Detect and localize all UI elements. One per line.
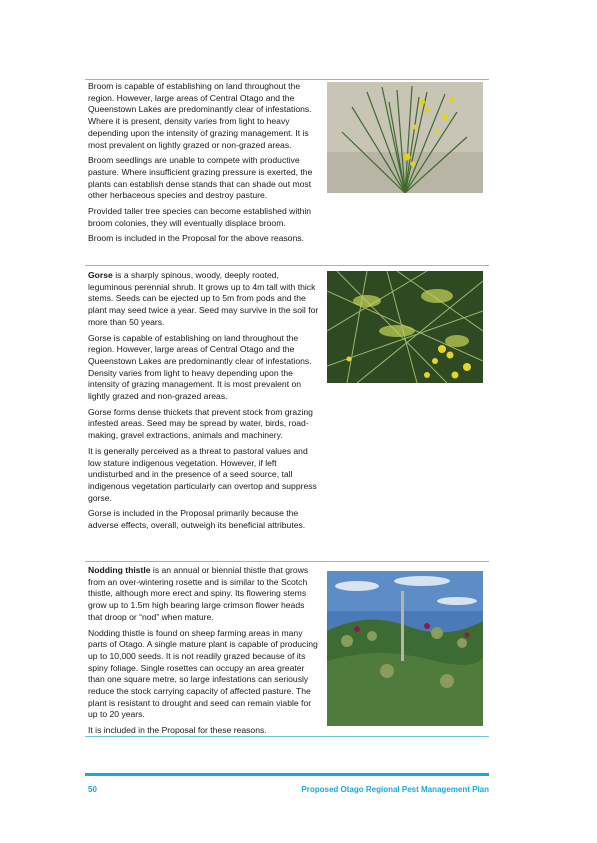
broom-paragraph-2: Broom seedlings are unable to compete with productive pasture. Where insufficient grazing pressure is exerted, the plants can establish dense stands that can shade out most other herbaceous species and destroy pasture. <box>88 155 313 201</box>
document-title: Proposed Otago Regional Pest Management Plan <box>301 785 489 794</box>
gorse-paragraph-1-text: is a sharply spinous, woody, deeply rooted, leguminous perennial shrub. It grows up to 4m tall with thick stems. Seeds can be ejected up to 5m from pods and the plant may seed twice a year. Seed may survive in the soil for more than 50 years. <box>88 270 319 327</box>
section-divider <box>85 265 489 266</box>
gorse-paragraph-4: It is generally perceived as a threat to pastoral values and low stature indigenous vegetation. However, if left undisturbed and in the presence of a seed source, tall indigenous vegetation particularly can overtop and suppress gorse. <box>88 445 317 503</box>
gorse-section <box>88 270 320 536</box>
broom-paragraph-1: Broom is capable of establishing on land throughout the region. However, large areas of Central Otago and the Queenstown Lakes are predominantly clear of infestations. Where it is present, density varies from light to heavy depending upon the intensity of grazing management. It is most prevalent on lightly grazed or non-grazed areas. <box>88 81 312 150</box>
nodding-thistle-paragraph-3: It is included in the Proposal for these reasons. <box>88 725 267 736</box>
nodding-thistle-paragraph-2: Nodding thistle is found on sheep farming areas in many parts of Otago. A single mature plant is capable of producing up to 10,000 seeds. It is not readily grazed because of its spiny foliage. Single rosettes can occupy an area greater than one square metre, so large infestations can seriously reduce the stock carrying capacity of affected pasture. The plant is resistant to drought and seed can remain viable for up to 20 years. <box>88 627 318 720</box>
gorse-paragraph-3: Gorse forms dense thickets that prevent stock from grazing infested areas. Seed may be spread by water, birds, road-making, gravel extractions, animals and machinery. <box>88 406 313 441</box>
gorse-heading: Gorse <box>88 270 113 280</box>
nodding-thistle-photo <box>327 571 483 726</box>
section-divider <box>85 79 489 80</box>
broom-paragraph-3: Provided taller tree species can become established within broom colonies, they will eventually displace broom. <box>88 206 312 228</box>
footer-rule <box>85 773 489 776</box>
nodding-thistle-paragraph-1-text: is an annual or biennial thistle that grows from an over-wintering rosette and is similar to the Scotch thistle, although more erect and spiny. Its flowering stems grow up to 1.5m high bearing large crimson flower heads that droop or “nod” when mature. <box>88 565 309 622</box>
broom-paragraph-4: Broom is included in the Proposal for the above reasons. <box>88 233 304 244</box>
nodding-thistle-section <box>88 565 320 741</box>
broom-section <box>88 81 320 249</box>
gorse-paragraph-5: Gorse is included in the Proposal primarily because the adverse effects, overall, outweigh its beneficial attributes. <box>88 508 306 531</box>
section-divider <box>85 736 489 737</box>
gorse-paragraph-1 <box>88 270 320 329</box>
broom-photo <box>327 82 483 193</box>
gorse-paragraph-2: Gorse is capable of establishing on land throughout the region. However, large areas of Central Otago and the Queenstown Lakes are predominantly clear of infestations. Density varies from light to heavy depending upon the intensity of grazing management. It is most prevalent on lightly grazed and non-grazed areas. <box>88 332 312 402</box>
nodding-thistle-heading: Nodding thistle <box>88 565 151 575</box>
nodding-thistle-paragraph-1 <box>88 565 320 624</box>
gorse-photo <box>327 271 483 383</box>
section-divider <box>85 561 489 562</box>
page-number: 50 <box>88 785 97 794</box>
